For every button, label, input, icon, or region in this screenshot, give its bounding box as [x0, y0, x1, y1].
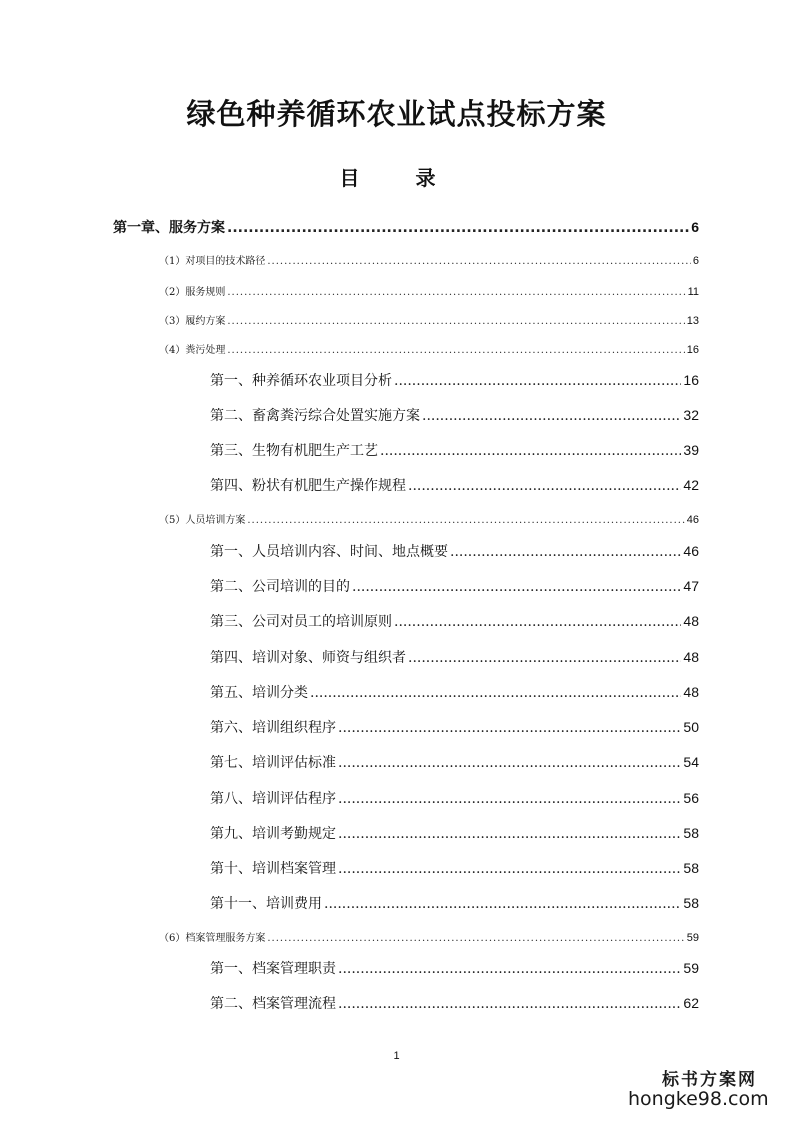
- toc-leader-dots: [338, 720, 681, 736]
- toc-entry-label: 第十、培训档案管理: [210, 861, 336, 877]
- toc-entry-page: 11: [687, 286, 699, 298]
- toc-entry-label: 第十一、培训费用: [210, 896, 322, 912]
- toc-leader-dots: [338, 791, 681, 807]
- toc-entry-page: 58: [683, 895, 699, 911]
- watermark-site-name: 标书方案网: [662, 1070, 757, 1090]
- toc-entry-label: （3）履约方案: [159, 316, 226, 327]
- toc-heading: 目 录: [339, 166, 454, 190]
- toc-entry-page: 46: [683, 543, 699, 559]
- toc-entry[interactable]: [210, 958, 699, 978]
- toc-entry[interactable]: [113, 217, 699, 237]
- toc-entry-page: 48: [683, 649, 699, 665]
- toc-entry-page: 58: [683, 825, 699, 841]
- toc-entry-page: 54: [683, 754, 699, 770]
- document-title: 绿色种养循环农业试点投标方案: [186, 97, 607, 131]
- toc-entry-page: 16: [683, 372, 699, 388]
- toc-leader-dots: [338, 961, 681, 977]
- toc-entry[interactable]: [210, 717, 699, 737]
- toc-entry-page: 16: [686, 344, 699, 356]
- toc-entry-page: 39: [683, 442, 699, 458]
- toc-entry-page: 46: [686, 514, 699, 526]
- toc-leader-dots: [352, 579, 681, 595]
- toc-entry-label: 第四、培训对象、师资与组织者: [210, 650, 406, 666]
- toc-entry[interactable]: [210, 475, 699, 495]
- toc-leader-dots: [408, 650, 681, 666]
- toc-entry[interactable]: [210, 788, 699, 808]
- toc-entry-label: （1）对项目的技术路径: [159, 256, 266, 267]
- toc-entry-page: 32: [683, 407, 699, 423]
- toc-entry-label: （5）人员培训方案: [159, 515, 246, 526]
- toc-leader-dots: [394, 373, 681, 389]
- toc-entry[interactable]: [159, 511, 699, 526]
- toc-entry-page: 13: [686, 315, 699, 327]
- toc-leader-dots: [338, 826, 681, 842]
- toc-entry-page: 47: [683, 578, 699, 594]
- watermark-url: hongke98.com: [628, 1088, 769, 1110]
- toc-entry[interactable]: [159, 929, 699, 944]
- toc-leader-dots: [310, 685, 681, 701]
- toc-entry-label: 第四、粉状有机肥生产操作规程: [210, 478, 406, 494]
- toc-entry-label: 第一、种养循环农业项目分析: [210, 373, 392, 389]
- toc-entry-page: 48: [683, 613, 699, 629]
- toc-entry[interactable]: [159, 283, 699, 298]
- toc-entry-label: （4）粪污处理: [159, 345, 226, 356]
- toc-entry[interactable]: [210, 752, 699, 772]
- toc-entry-page: 59: [683, 960, 699, 976]
- toc-entry[interactable]: [210, 370, 699, 390]
- toc-entry-label: （6）档案管理服务方案: [159, 933, 266, 944]
- toc-entry-label: 第二、公司培训的目的: [210, 579, 350, 595]
- page-number: 1: [393, 1050, 400, 1062]
- toc-leader-dots: [338, 861, 681, 877]
- toc-leader-dots: [422, 408, 681, 424]
- toc-entry-page: 58: [683, 860, 699, 876]
- toc-entry-label: （2）服务规则: [159, 287, 226, 298]
- toc-entry-page: 50: [683, 719, 699, 735]
- toc-leader-dots: [267, 256, 691, 267]
- toc-entry-label: 第二、畜禽粪污综合处置实施方案: [210, 408, 420, 424]
- toc-entry[interactable]: [210, 858, 699, 878]
- toc-entry-label: 第八、培训评估程序: [210, 791, 336, 807]
- toc-leader-dots: [227, 316, 684, 327]
- toc-entry[interactable]: [210, 576, 699, 596]
- toc-entry-label: 第三、生物有机肥生产工艺: [210, 443, 378, 459]
- toc-entry[interactable]: [159, 312, 699, 327]
- toc-entry[interactable]: [210, 405, 699, 425]
- toc-entry-label: 第六、培训组织程序: [210, 720, 336, 736]
- toc-entry[interactable]: [159, 252, 699, 267]
- toc-leader-dots: [324, 896, 681, 912]
- toc-entry-label: 第二、档案管理流程: [210, 996, 336, 1012]
- toc-leader-dots: [408, 478, 681, 494]
- toc-entry-label: 第三、公司对员工的培训原则: [210, 614, 392, 630]
- toc-entry[interactable]: [210, 611, 699, 631]
- toc-entry-label: 第一、人员培训内容、时间、地点概要: [210, 544, 448, 560]
- toc-entry-page: 48: [683, 684, 699, 700]
- toc-leader-dots: [394, 614, 681, 630]
- toc-leader-dots: [227, 345, 684, 356]
- toc-entry-label: 第一章、服务方案: [113, 220, 225, 236]
- toc-entry-label: 第七、培训评估标准: [210, 755, 336, 771]
- toc-entry-page: 42: [683, 477, 699, 493]
- toc-entry-page: 6: [692, 255, 699, 267]
- toc-leader-dots: [267, 933, 684, 944]
- toc-entry[interactable]: [210, 440, 699, 460]
- toc-entry-page: 59: [686, 932, 699, 944]
- toc-entry-label: 第九、培训考勤规定: [210, 826, 336, 842]
- toc-leader-dots: [450, 544, 681, 560]
- toc-leader-dots: [338, 996, 681, 1012]
- toc-entry-label: 第五、培训分类: [210, 685, 308, 701]
- toc-entry[interactable]: [159, 341, 699, 356]
- toc-entry[interactable]: [210, 647, 699, 667]
- toc-leader-dots: [227, 287, 685, 298]
- toc-leader-dots: [227, 220, 689, 236]
- toc-entry-page: 56: [683, 790, 699, 806]
- toc-entry[interactable]: [210, 682, 699, 702]
- toc-entry[interactable]: [210, 823, 699, 843]
- toc-entry-page: 62: [683, 995, 699, 1011]
- toc-leader-dots: [338, 755, 681, 771]
- toc-entry[interactable]: [210, 993, 699, 1013]
- toc-entry[interactable]: [210, 541, 699, 561]
- toc-leader-dots: [380, 443, 681, 459]
- toc-leader-dots: [247, 515, 684, 526]
- toc-entry[interactable]: [210, 893, 699, 913]
- toc-entry-label: 第一、档案管理职责: [210, 961, 336, 977]
- toc-entry-page: 6: [691, 219, 699, 235]
